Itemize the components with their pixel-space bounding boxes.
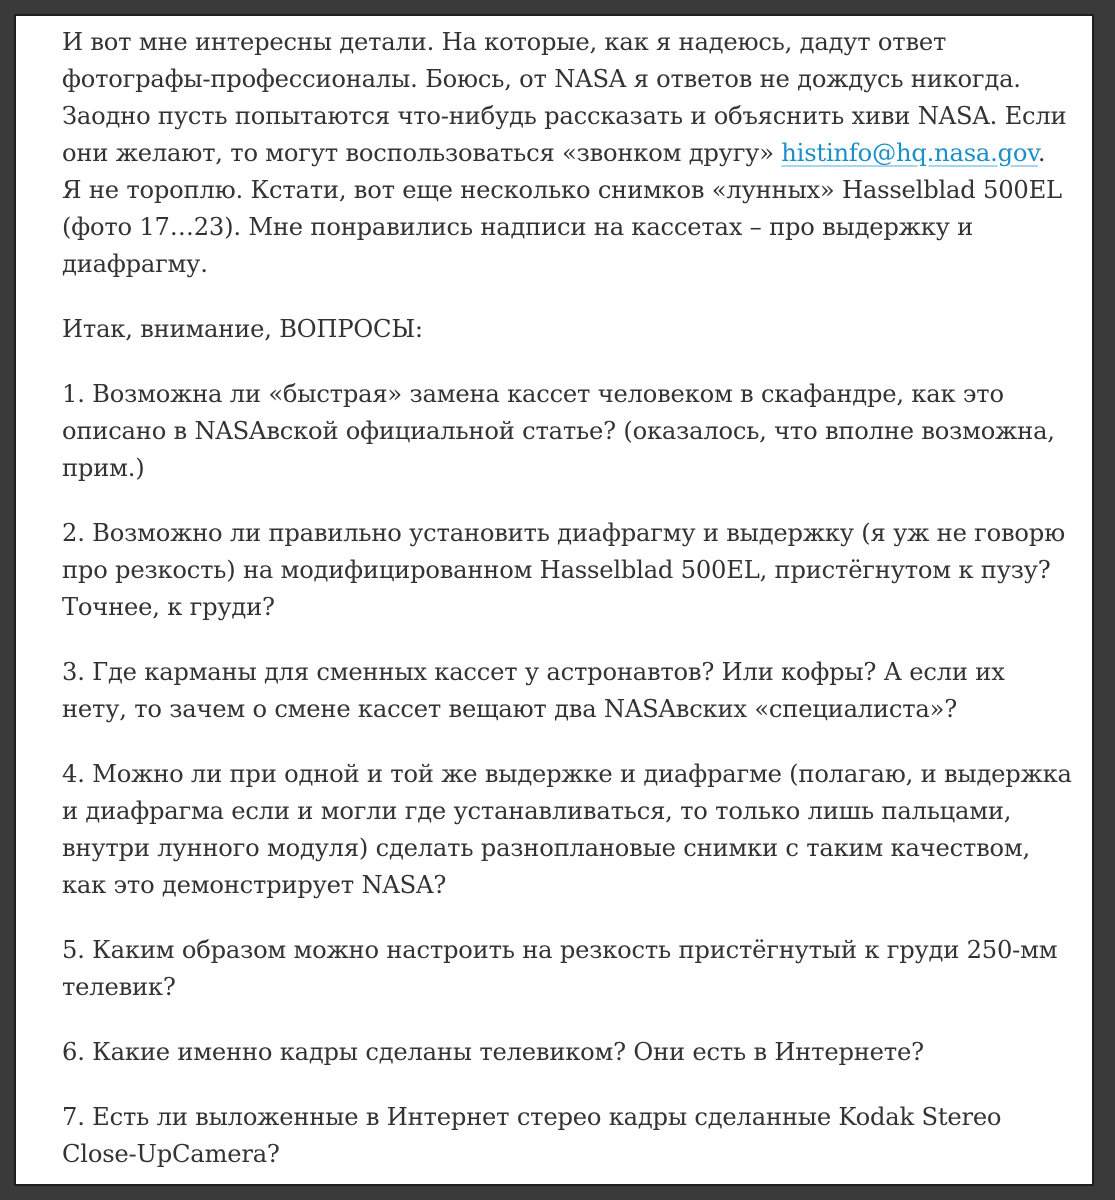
email-link[interactable]: histinfo@hq.nasa.gov bbox=[781, 139, 1038, 167]
question-7: 7. Есть ли выложенные в Интернет стерео кадры сделанные Kodak Stereo Close-UpCamera? bbox=[62, 1103, 1002, 1168]
question-6: 6. Какие именно кадры сделаны телевиком? Они есть в Интернете? bbox=[62, 1038, 924, 1066]
question-1: 1. Возможна ли «быстрая» замена кассет человеком в скафандре, как это описано в NASAвской официальной статье? (оказалось, что вполне возможна, прим.) bbox=[62, 380, 1055, 482]
question-3: 3. Где карманы для сменных кассет у астронавтов? Или кофры? А если их нету, то зачем о смене кассет вещают два NASAвских «специалиста»? bbox=[62, 658, 1005, 723]
question-5: 5. Каким образом можно настроить на резкость пристёгнутый к груди 250-мм телевик? bbox=[62, 936, 1058, 1001]
questions-heading: Итак, внимание, ВОПРОСЫ: bbox=[62, 315, 423, 343]
question-4: 4. Можно ли при одной и той же выдержке и диафрагме (полагаю, и выдержка и диафрагма если и могли где устанавливаться, то только лишь пальцами, внутри лунного модуля) сделать разноплановые снимки с таким качеством, как это демонстрирует NASA? bbox=[62, 760, 1072, 899]
article-body bbox=[62, 24, 1072, 1186]
intro-text-after-link: . Я не тороплю. Кстати, вот еще несколько снимков «лунных» Hasselblad 500EL (фото 17…23). Мне понравились надписи на кассетах – про выдержку и диафрагму. bbox=[62, 139, 1062, 278]
intro-paragraph bbox=[62, 24, 1072, 283]
intro-text-before-link: И вот мне интересны детали. На которые, как я надеюсь, дадут ответ фотографы-профессионалы. Боюсь, от NASA я ответов не дождусь никогда. Заодно пусть попытаются что-нибудь рассказать и объяснить хиви NASA. Если они желают, то могут воспользоваться «звонком другу» bbox=[62, 28, 1067, 167]
article-page bbox=[14, 14, 1094, 1186]
question-2: 2. Возможно ли правильно установить диафрагму и выдержку (я уж не говорю про резкость) на модифицированном Hasselblad 500EL, пристёгнутом к пузу? Точнее, к груди? bbox=[62, 519, 1065, 621]
